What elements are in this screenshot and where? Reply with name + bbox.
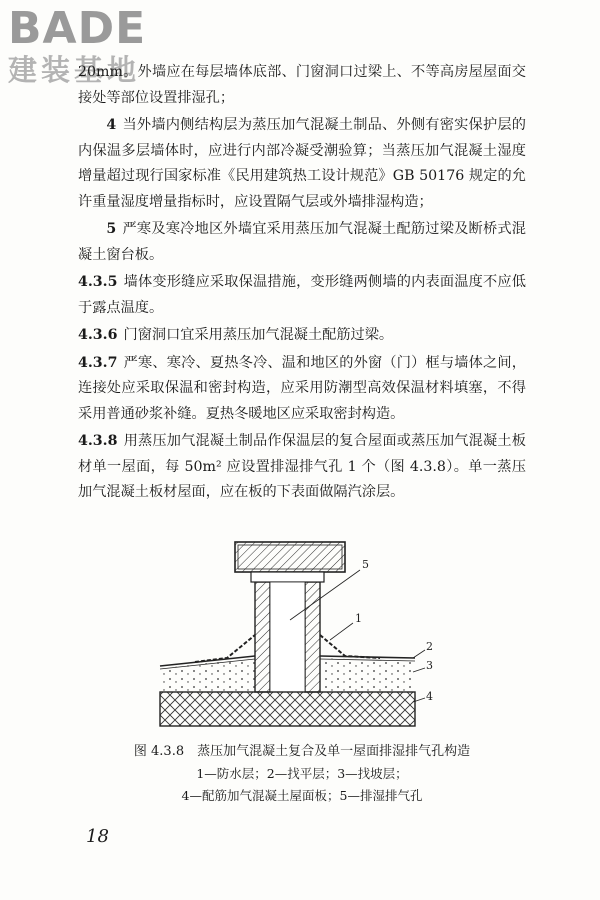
logo-subtitle: 建装基地 [8,53,141,87]
roof-slab [160,692,415,726]
clause-text: 用蒸压加气混凝土制品作保温层的复合屋面或蒸压加气混凝土板材单一屋面，每 50m² 应设置排湿排气孔 1 个（图 4.3.8）。单一蒸压加气混凝土板材屋面，应在板的下表面做隔汽涂层。 [78,433,526,500]
item-number: 5 [106,221,117,237]
item-number: 4 [106,117,117,133]
page-number: 18 [86,826,109,847]
item-text: 当外墙内侧结构层为蒸压加气混凝土制品、外侧有密实保护层的内保温多层墙体时，应进行内部冷凝受潮验算；当蒸压加气混凝土湿度增量超过现行国家标准《民用建筑热工设计规范》GB 50176 规定的允许重量湿度增量指标时，应设置隔气层或外墙排湿构造； [78,117,526,210]
roof-vent-diagram [155,540,435,730]
logo-wordmark: BADE [8,3,147,54]
waterproof-layer-right [320,635,380,658]
slope-layer-left [160,658,255,692]
clause-number: 4.3.6 [78,327,118,343]
clause-number: 4.3.5 [78,274,118,290]
vent-wall-left [255,582,270,692]
figure-label-2: 2 [426,640,433,653]
figure-label-5: 5 [362,558,369,571]
vent-hole [270,582,305,692]
figure-label-3: 3 [426,659,433,672]
clause-text: 门窗洞口宜采用蒸压加气混凝土配筋过梁。 [123,327,394,343]
vent-cap [235,542,345,572]
figure-caption: 图 4.3.8 蒸压加气混凝土复合及单一屋面排湿排气孔构造 [133,744,471,759]
page-body [78,60,526,508]
clause-4-3-6 [78,323,526,349]
figure-legend-line-1: 1—防水层；2—找平层；3—找坡层； [196,766,408,781]
waterproof-layer-left [195,635,255,662]
clause-text: 墙体变形缝应采取保温措施，变形缝两侧墙的内表面温度不应低于露点温度。 [78,274,526,316]
clause-4-3-5 [78,270,526,321]
clause-number: 4.3.7 [78,354,118,371]
clause-4-3-7 [78,351,526,428]
slope-layer-right [320,658,415,692]
list-item-4 [78,113,526,215]
figure-legend-line-2: 4—配筋加气混凝土屋面板；5—排湿排气孔 [181,788,423,803]
clause-number: 4.3.8 [78,433,118,449]
clause-text: 严寒、寒冷、夏热冬冷、温和地区的外窗（门）框与墙体之间，连接处应采取保温和密封构造，应采用防潮型高效保温材料填塞，不得采用普通砂浆补缝。夏热冬暖地区应采取密封构造。 [78,354,526,422]
list-item-5 [78,217,526,268]
figure-label-1: 1 [355,612,362,625]
paragraph-continued: 20mm。外墙应在每层墙体底部、门窗洞口过梁上、不等高房屋屋面交接处等部位设置排湿孔； [78,64,526,106]
vent-wall-right [305,582,320,692]
item-text: 严寒及寒冷地区外墙宜采用蒸压加气混凝土配筋过梁及断桥式混凝土窗台板。 [78,221,526,263]
figure-label-4: 4 [426,690,433,703]
clause-4-3-8 [78,429,526,506]
